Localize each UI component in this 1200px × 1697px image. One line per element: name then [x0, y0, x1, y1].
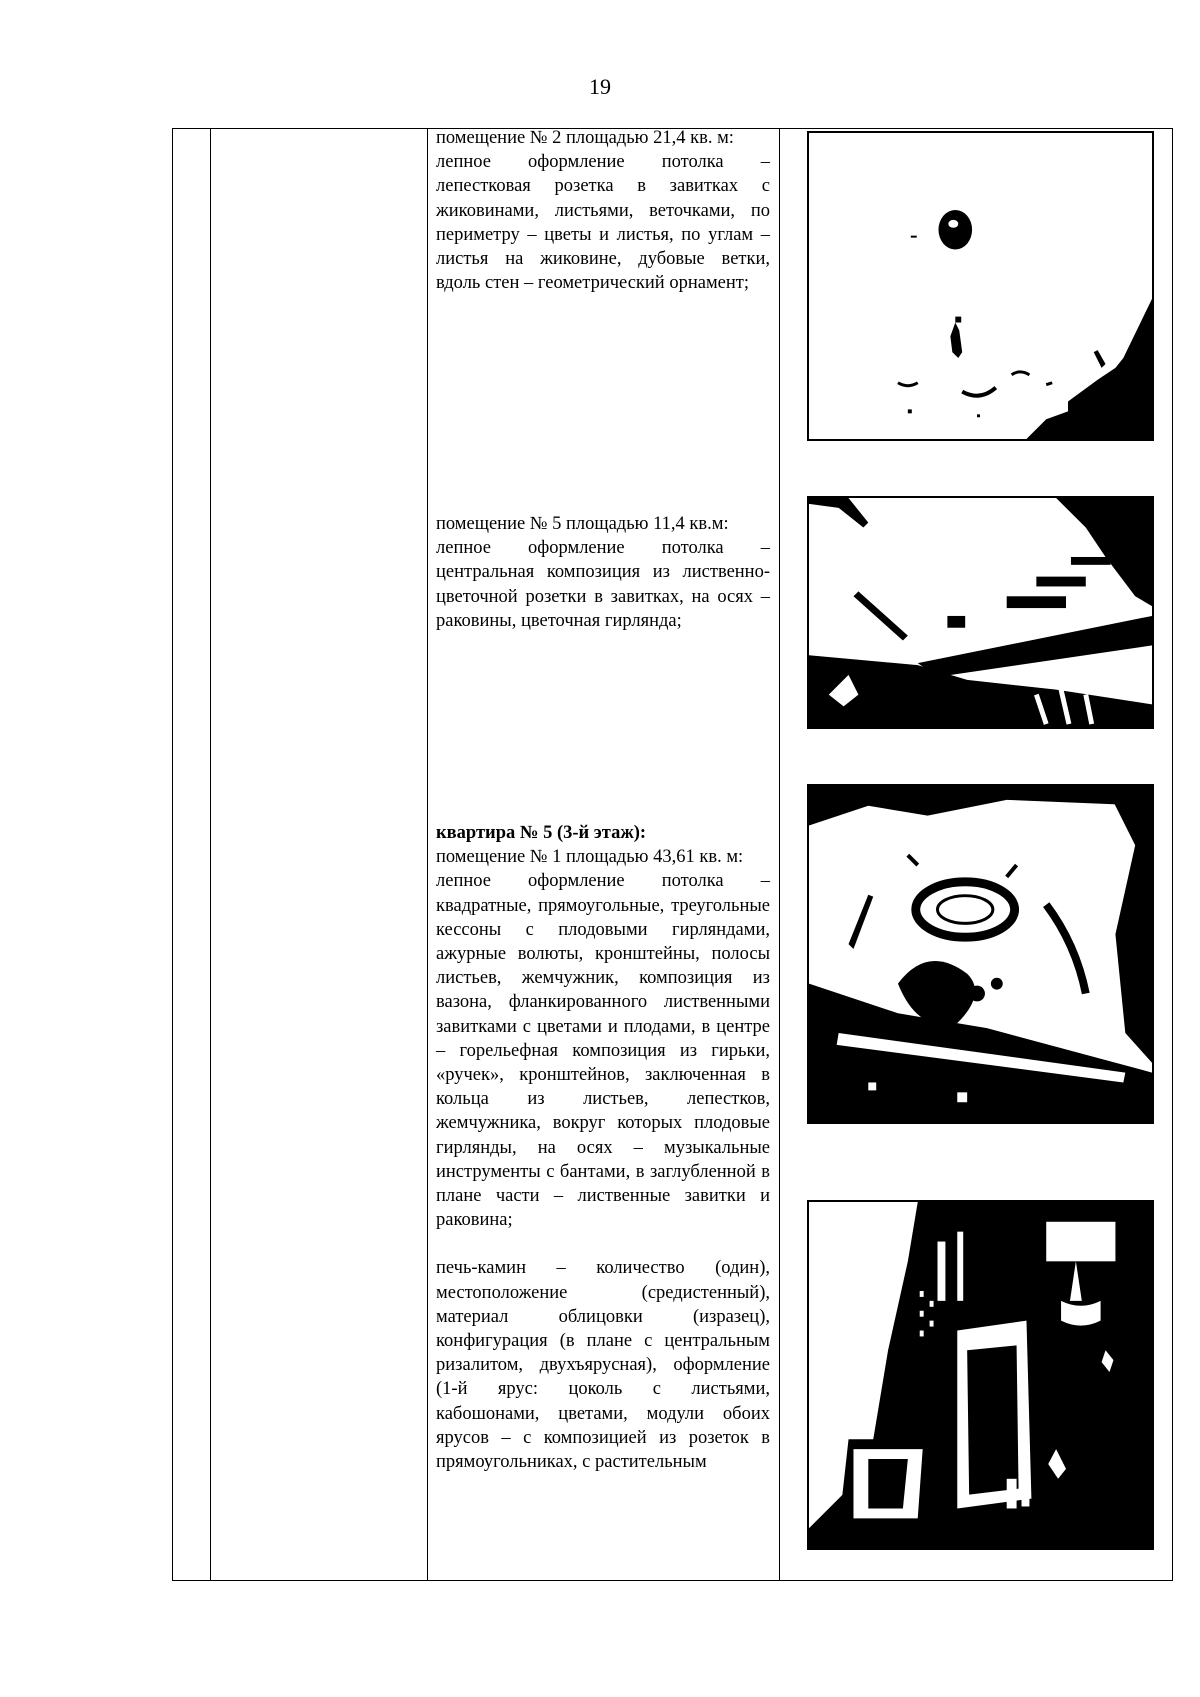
room-2-title: помещение № 2 площадью 21,4 кв. м: [436, 128, 734, 148]
room-2-block [436, 126, 770, 295]
room-2-description: лепное оформление потолка – лепестковая розетка в завитках с жиковинами, листьями, веточками, по периметру – цветы и листья, по углам – листья на жиковине, дубовые ветки, вдоль стен – геометрический орнамент; [436, 152, 770, 294]
photo-stove-fireplace [807, 1200, 1154, 1550]
stove-description: печь-камин – количество (один), местоположение (средистенный), материал облицовки (изразец), конфигурация (в плане с центральным ризалитом, двухъярусная), оформление (1-й ярус: цоколь с листьями, кабошонами, цветами, модули обоих ярусов – с композицией из розеток в прямоугольниках, с растительным [436, 1258, 770, 1473]
photo-ceiling-room-2-image [809, 133, 1152, 439]
apartment-5-room-1-description: лепное оформление потолка – квадратные, прямоугольные, треугольные кессоны с плодовыми гирляндами, ажурные волюты, кронштейны, полосы листьев, жемчужник, композиция из вазона, фланкированного лиственными завитками с цветами и плодами, в центре – горельефная композиция из гирьки, «ручек», кронштейнов, заключенная в кольца из листьев, лепестков, жемчужника, вокруг которых плодовые гирлянды, на осях – музыкальные инструменты с бантами, в заглубленной в плане части – лиственные завитки и раковина; [436, 871, 770, 1231]
column-divider-2 [427, 129, 428, 1580]
apartment-5-heading: квартира № 5 (3-й этаж): [436, 823, 647, 843]
column-divider-1 [210, 129, 211, 1580]
column-divider-3 [779, 129, 780, 1580]
apartment-5-room-1-title: помещение № 1 площадью 43,61 кв. м: [436, 847, 744, 868]
room-5-title: помещение № 5 площадью 11,4 кв.м: [436, 514, 729, 534]
page-number: 19 [589, 74, 611, 99]
photo-ceiling-apt5-room-1 [807, 784, 1154, 1124]
photo-stove-fireplace-image [809, 1202, 1152, 1548]
photo-ceiling-room-2 [807, 131, 1154, 441]
photo-ceiling-room-5 [807, 496, 1154, 729]
room-5-description: лепное оформление потолка – центральная композиция из лиственно-цветочной розетки в завитках, на осях – раковины, цветочная гирлянда; [436, 538, 770, 631]
photo-ceiling-apt5-room-1-image [809, 786, 1152, 1122]
room-5-block [436, 512, 770, 633]
apartment-5-block [436, 821, 770, 1474]
photo-ceiling-room-5-image [809, 498, 1152, 727]
